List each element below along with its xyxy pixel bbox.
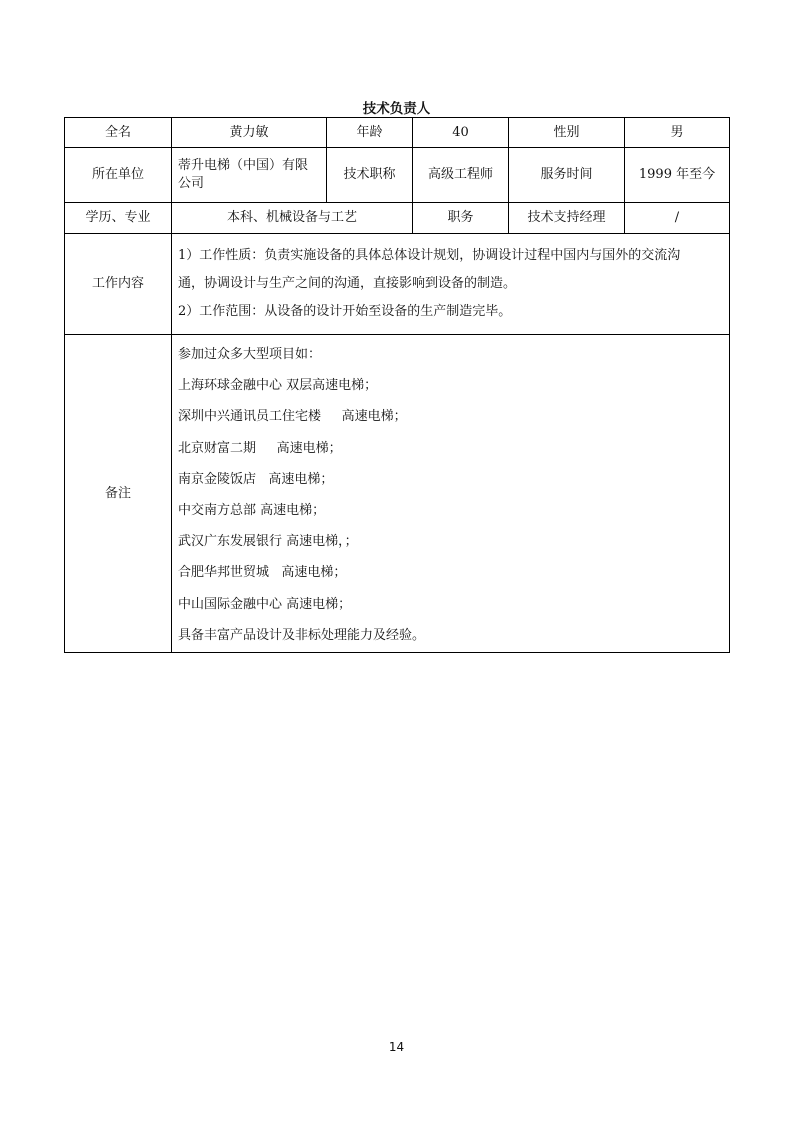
notes-line: 南京金陵饭店 高速电梯； — [178, 471, 334, 487]
work-content-value — [172, 234, 730, 335]
professional-title-label: 技术职称 — [327, 148, 413, 203]
age-value: 40 — [413, 118, 509, 148]
notes-line: 北京财富二期 高速电梯； — [178, 440, 342, 456]
work-line: 1）工作性质：负责实施设备的具体总体设计规划，协调设计过程中国内与国外的交流沟 — [178, 248, 681, 263]
notes-line: 中山国际金融中心 高速电梯； — [178, 596, 352, 612]
notes-line: 中交南方总部 高速电梯； — [178, 503, 326, 519]
education-value: 本科、机械设备与工艺 — [172, 203, 413, 234]
notes-line: 具备丰富产品设计及非标处理能力及经验。 — [178, 627, 426, 643]
table-row — [65, 148, 730, 203]
table-row — [65, 234, 730, 335]
notes-label: 备注 — [65, 335, 172, 653]
age-label: 年龄 — [327, 118, 413, 148]
service-time-label: 服务时间 — [509, 148, 625, 203]
organization-value: 蒂升电梯（中国）有限公司 — [172, 148, 327, 203]
name-value: 黄力敏 — [172, 118, 327, 148]
table-row — [65, 203, 730, 234]
work-content-label: 工作内容 — [65, 234, 172, 335]
page-title: 技术负责人 — [362, 101, 431, 117]
table-row — [65, 335, 730, 653]
position-value: 技术支持经理 — [509, 203, 625, 234]
gender-value: 男 — [625, 118, 730, 148]
notes-line: 合肥华邦世贸城 高速电梯； — [178, 565, 347, 581]
service-time-value: 1999 年至今 — [625, 148, 730, 203]
professional-title-value: 高级工程师 — [413, 148, 509, 203]
position-label: 职务 — [413, 203, 509, 234]
notes-line: 武汉广东发展银行 高速电梯，； — [178, 534, 358, 550]
page-number: 14 — [388, 1040, 405, 1054]
name-label: 全名 — [65, 118, 172, 148]
education-label: 学历、专业 — [65, 203, 172, 234]
table-row — [65, 118, 730, 148]
gender-label: 性别 — [509, 118, 625, 148]
notes-line: 深圳中兴通讯员工住宅楼 高速电梯； — [178, 409, 407, 425]
resume-table — [64, 117, 730, 653]
work-line: 通，协调设计与生产之间的沟通，直接影响到设备的制造。 — [178, 276, 517, 291]
work-line: 2）工作范围：从设备的设计开始至设备的生产制造完毕。 — [178, 304, 512, 319]
extra-value: / — [625, 203, 730, 234]
notes-line: 参加过众多大型项目如： — [178, 347, 322, 362]
notes-value — [172, 335, 730, 653]
organization-label: 所在单位 — [65, 148, 172, 203]
notes-line: 上海环球金融中心 双层高速电梯； — [178, 378, 378, 394]
